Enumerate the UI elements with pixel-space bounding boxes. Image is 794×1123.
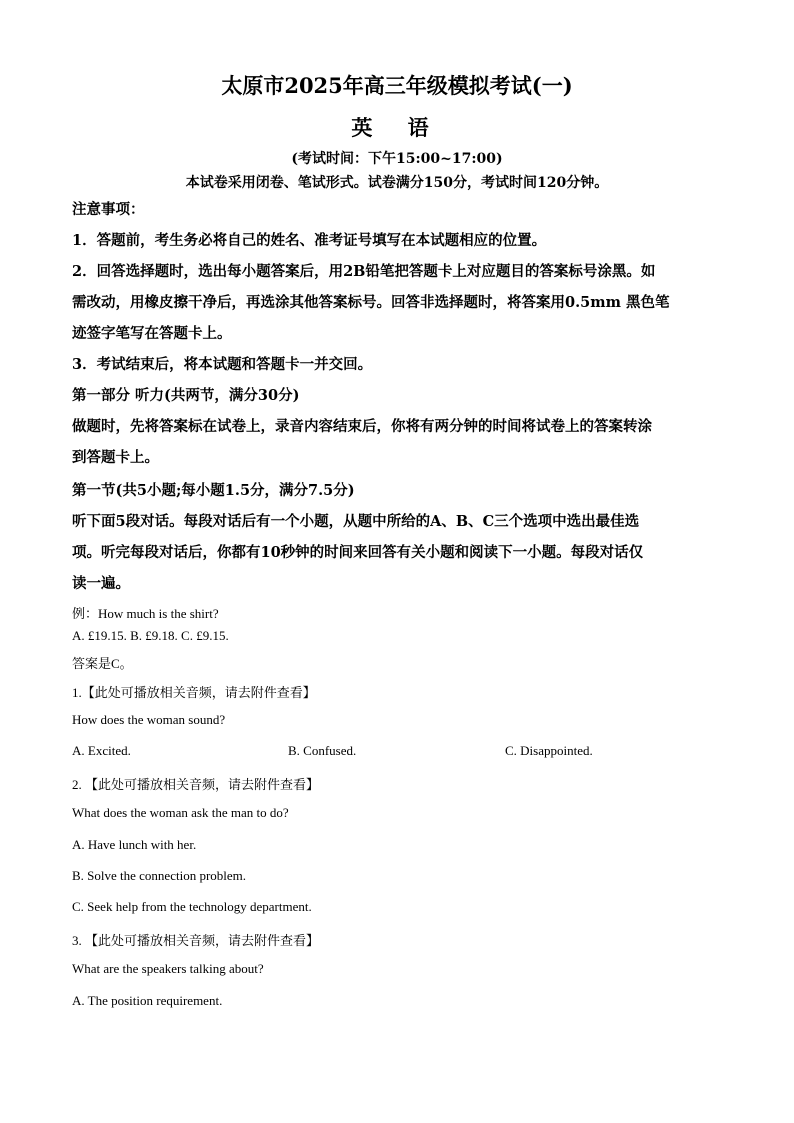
question-1-option-b: B. Confused. [288,743,357,758]
question-3-option-a: A. The position requirement. [72,993,223,1008]
question-1-option-c: C. Disappointed. [505,743,593,758]
section1-instruction-line-1: 听下面5段对话。每段对话后有一个小题，从题中所给的A、B、C三个选项中选出最佳选 [72,513,640,530]
exam-time: (考试时间：下午15:00~17:00) [291,151,503,167]
example-answer: 答案是C。 [72,656,133,671]
section1-instruction-line-2: 项。听完每段对话后，你都有10秒钟的时间来回答有关小题和阅读下一小题。每段对话仅 [72,544,644,561]
note-2-line-2: 需改动，用橡皮擦干净后，再选涂其他答案标号。回答非选择题时，将答案用0.5mm 黑色笔 [72,294,670,311]
question-3-label: 3. 【此处可播放相关音频，请去附件查看】 [72,933,320,948]
notes-heading: 注意事项： [72,201,145,218]
note-1: 1．答题前，考生务必将自己的姓名、准考证号填写在本试题相应的位置。 [72,232,547,249]
section1-heading: 第一节(共5小题;每小题1.5分，满分7.5分) [72,482,355,499]
question-3-text: What are the speakers talking about? [72,961,264,976]
part1-instruction-line-2: 到答题卡上。 [72,449,159,466]
exam-title: 太原市2025年高三年级模拟考试(一) [221,73,573,98]
question-1-text: How does the woman sound? [72,712,226,727]
example-question: 例：How much is the shirt? [72,606,219,621]
section1-instruction-line-3: 读一遍。 [72,575,130,592]
question-2-text: What does the woman ask the man to do? [72,805,289,820]
example-options: A. £19.15. B. £9.18. C. £9.15. [72,628,229,643]
exam-format-note: 本试卷采用闭卷、笔试形式。试卷满分150分，考试时间120分钟。 [185,175,609,191]
part1-instruction-line-1: 做题时，先将答案标在试卷上，录音内容结束后，你将有两分钟的时间将试卷上的答案转涂 [72,418,652,435]
note-3: 3．考试结束后，将本试题和答题卡一并交回。 [72,356,373,373]
question-2-option-c: C. Seek help from the technology department. [72,899,312,914]
question-2-label: 2. 【此处可播放相关音频，请去附件查看】 [72,777,320,792]
note-2-line-1: 2．回答选择题时，选出每小题答案后，用2B铅笔把答题卡上对应题目的答案标号涂黑。如 [72,263,656,280]
note-2-line-3: 迹签字笔写在答题卡上。 [72,325,232,342]
question-1-label: 1.【此处可播放相关音频，请去附件查看】 [72,685,316,700]
question-2-option-a: A. Have lunch with her. [72,837,197,852]
subject-title: 英 语 [351,115,443,140]
part1-heading: 第一部分 听力(共两节，满分30分) [72,387,300,404]
question-2-option-b: B. Solve the connection problem. [72,868,247,883]
question-1-option-a: A. Excited. [72,743,131,758]
